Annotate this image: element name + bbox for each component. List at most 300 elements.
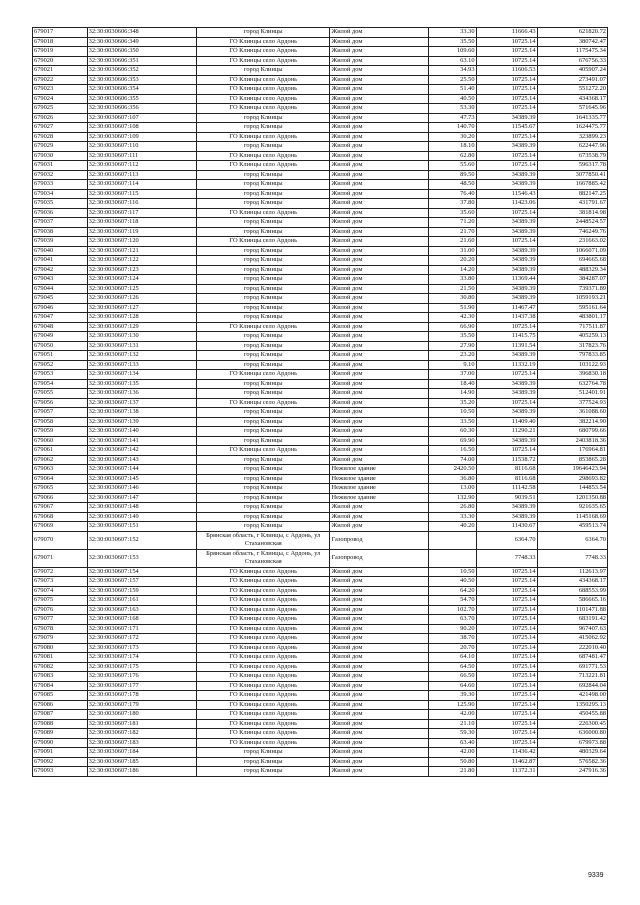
object-type-cell: Жилой дом: [330, 596, 429, 606]
cadastral-value-cell: 381814.98: [537, 208, 607, 218]
row-number-cell: 679048: [33, 322, 88, 332]
area-cell: 34.93: [429, 66, 476, 76]
area-cell: 66.90: [429, 322, 476, 332]
unit-value-cell: 34389.39: [476, 218, 537, 228]
unit-value-cell: 10725.14: [476, 662, 537, 672]
row-number-cell: 679086: [33, 700, 88, 710]
table-row: [33, 351, 608, 361]
object-type-cell: Жилой дом: [330, 332, 429, 342]
area-cell: 21.10: [429, 719, 476, 729]
object-type-cell: Жилой дом: [330, 265, 429, 275]
area-cell: 132.90: [429, 493, 476, 503]
document-sheet: [32, 27, 608, 777]
cadastral-number-cell: 32:30:0030606:353: [87, 75, 196, 85]
cadastral-value-cell: 222010.40: [537, 643, 607, 653]
unit-value-cell: 11142.58: [476, 484, 537, 494]
unit-value-cell: 9039.51: [476, 493, 537, 503]
row-number-cell: 679055: [33, 389, 88, 399]
row-number-cell: 679026: [33, 113, 88, 123]
address-cell: город Клинцы: [196, 313, 330, 323]
unit-value-cell: 34389.39: [476, 180, 537, 190]
address-cell: ГО Клинцы село Ардонь: [196, 634, 330, 644]
cadastral-number-cell: 32:30:0030606:350: [87, 47, 196, 57]
address-cell: ГО Клинцы село Ардонь: [196, 586, 330, 596]
address-cell: ГО Клинцы село Ардонь: [196, 681, 330, 691]
object-type-cell: Жилой дом: [330, 28, 429, 38]
cadastral-number-cell: 32:30:0030607:126: [87, 294, 196, 304]
cadastral-number-cell: 32:30:0030607:108: [87, 123, 196, 133]
area-cell: 18.10: [429, 142, 476, 152]
address-cell: город Клинцы: [196, 767, 330, 777]
unit-value-cell: 10725.14: [476, 653, 537, 663]
address-cell: ГО Клинцы село Ардонь: [196, 643, 330, 653]
object-type-cell: Жилой дом: [330, 360, 429, 370]
cadastral-value-cell: 673538.79: [537, 151, 607, 161]
table-row: [33, 436, 608, 446]
cadastral-number-cell: 32:30:0030607:125: [87, 284, 196, 294]
unit-value-cell: 10725.14: [476, 151, 537, 161]
table-row: [33, 512, 608, 522]
cadastral-value-cell: 144853.54: [537, 484, 607, 494]
object-type-cell: Нежилое здание: [330, 484, 429, 494]
table-row: [33, 634, 608, 644]
unit-value-cell: 34389.39: [476, 436, 537, 446]
address-cell: город Клинцы: [196, 170, 330, 180]
table-row: [33, 47, 608, 57]
object-type-cell: Жилой дом: [330, 398, 429, 408]
row-number-cell: 679021: [33, 66, 88, 76]
area-cell: 109.60: [429, 47, 476, 57]
row-number-cell: 679074: [33, 586, 88, 596]
unit-value-cell: 10725.14: [476, 237, 537, 247]
area-cell: 74.00: [429, 455, 476, 465]
cadastral-number-cell: 32:30:0030607:127: [87, 303, 196, 313]
table-row: [33, 748, 608, 758]
unit-value-cell: 11415.75: [476, 332, 537, 342]
object-type-cell: Жилой дом: [330, 436, 429, 446]
row-number-cell: 679032: [33, 170, 88, 180]
row-number-cell: 679090: [33, 738, 88, 748]
row-number-cell: 679057: [33, 408, 88, 418]
area-cell: 35.60: [429, 208, 476, 218]
row-number-cell: 679018: [33, 37, 88, 47]
table-row: [33, 75, 608, 85]
cadastral-value-cell: 382214.90: [537, 417, 607, 427]
cadastral-value-cell: 680799.66: [537, 427, 607, 437]
address-cell: город Клинцы: [196, 227, 330, 237]
unit-value-cell: 11538.72: [476, 455, 537, 465]
row-number-cell: 679087: [33, 710, 88, 720]
cadastral-number-cell: 32:30:0030607:109: [87, 132, 196, 142]
cadastral-value-cell: 676756.33: [537, 56, 607, 66]
table-row: [33, 408, 608, 418]
table-row: [33, 218, 608, 228]
cadastral-value-cell: 1066071.09: [537, 246, 607, 256]
unit-value-cell: 10725.14: [476, 37, 537, 47]
area-cell: 140.70: [429, 123, 476, 133]
object-type-cell: Жилой дом: [330, 94, 429, 104]
address-cell: ГО Клинцы село Ардонь: [196, 398, 330, 408]
unit-value-cell: 11437.38: [476, 313, 537, 323]
cadastral-value-cell: 1145168.69: [537, 512, 607, 522]
area-cell: 18.40: [429, 379, 476, 389]
cadastral-number-cell: 32:30:0030607:182: [87, 729, 196, 739]
row-number-cell: 679062: [33, 455, 88, 465]
unit-value-cell: 10725.14: [476, 719, 537, 729]
table-row: [33, 577, 608, 587]
row-number-cell: 679088: [33, 719, 88, 729]
area-cell: 48.50: [429, 180, 476, 190]
area-cell: 64.10: [429, 653, 476, 663]
cadastral-value-cell: 298693.82: [537, 474, 607, 484]
row-number-cell: 679058: [33, 417, 88, 427]
address-cell: город Клинцы: [196, 465, 330, 475]
cadastral-value-cell: 1175475.34: [537, 47, 607, 57]
row-number-cell: 679028: [33, 132, 88, 142]
object-type-cell: Жилой дом: [330, 567, 429, 577]
cadastral-number-cell: 32:30:0030607:107: [87, 113, 196, 123]
object-type-cell: Жилой дом: [330, 189, 429, 199]
cadastral-number-cell: 32:30:0030606:349: [87, 37, 196, 47]
cadastral-number-cell: 32:30:0030607:136: [87, 389, 196, 399]
cadastral-value-cell: 1350295.13: [537, 700, 607, 710]
cadastral-value-cell: 739371.89: [537, 284, 607, 294]
cadastral-number-cell: 32:30:0030607:176: [87, 672, 196, 682]
cadastral-value-cell: 384287.07: [537, 275, 607, 285]
cadastral-value-cell: 713221.81: [537, 672, 607, 682]
object-type-cell: Жилой дом: [330, 757, 429, 767]
cadastral-number-cell: 32:30:0030607:174: [87, 653, 196, 663]
cadastral-number-cell: 32:30:0030607:119: [87, 227, 196, 237]
cadastral-value-cell: 621820.72: [537, 28, 607, 38]
cadastral-value-cell: 687481.47: [537, 653, 607, 663]
object-type-cell: Жилой дом: [330, 85, 429, 95]
unit-value-cell: 11462.87: [476, 757, 537, 767]
row-number-cell: 679041: [33, 256, 88, 266]
area-cell: 26.80: [429, 503, 476, 513]
row-number-cell: 679083: [33, 672, 88, 682]
unit-value-cell: 11666.43: [476, 28, 537, 38]
table-row: [33, 322, 608, 332]
row-number-cell: 679071: [33, 549, 88, 567]
unit-value-cell: 34389.39: [476, 503, 537, 513]
cadastral-value-cell: 6364.70: [537, 531, 607, 549]
table-row: [33, 662, 608, 672]
cadastral-number-cell: 32:30:0030607:148: [87, 503, 196, 513]
object-type-cell: Жилой дом: [330, 142, 429, 152]
object-type-cell: Жилой дом: [330, 322, 429, 332]
table-body: [33, 28, 608, 777]
cadastral-value-cell: 551272.20: [537, 85, 607, 95]
cadastral-number-cell: 32:30:0030607:186: [87, 767, 196, 777]
area-cell: 2420.50: [429, 465, 476, 475]
unit-value-cell: 10725.14: [476, 586, 537, 596]
unit-value-cell: 10725.14: [476, 161, 537, 171]
cadastral-number-cell: 32:30:0030607:175: [87, 662, 196, 672]
table-row: [33, 294, 608, 304]
cadastral-value-cell: 571645.96: [537, 104, 607, 114]
address-cell: город Клинцы: [196, 417, 330, 427]
area-cell: 35.50: [429, 332, 476, 342]
cadastral-number-cell: 32:30:0030607:163: [87, 605, 196, 615]
area-cell: 30.80: [429, 294, 476, 304]
table-row: [33, 246, 608, 256]
address-cell: ГО Клинцы село Ардонь: [196, 662, 330, 672]
object-type-cell: Жилой дом: [330, 767, 429, 777]
address-cell: ГО Клинцы село Ардонь: [196, 132, 330, 142]
row-number-cell: 679030: [33, 151, 88, 161]
row-number-cell: 679079: [33, 634, 88, 644]
unit-value-cell: 34389.39: [476, 379, 537, 389]
object-type-cell: Жилой дом: [330, 351, 429, 361]
object-type-cell: Жилой дом: [330, 662, 429, 672]
cadastral-number-cell: 32:30:0030607:181: [87, 719, 196, 729]
cadastral-number-cell: 32:30:0030607:173: [87, 643, 196, 653]
object-type-cell: Жилой дом: [330, 199, 429, 209]
table-row: [33, 28, 608, 38]
page-number: 9339: [588, 872, 604, 879]
area-cell: 30.20: [429, 132, 476, 142]
address-cell: город Клинцы: [196, 66, 330, 76]
area-cell: [429, 531, 476, 549]
cadastral-number-cell: 32:30:0030607:138: [87, 408, 196, 418]
cadastral-number-cell: 32:30:0030607:184: [87, 748, 196, 758]
cadastral-number-cell: 32:30:0030607:135: [87, 379, 196, 389]
row-number-cell: 679031: [33, 161, 88, 171]
table-row: [33, 227, 608, 237]
object-type-cell: Жилой дом: [330, 275, 429, 285]
cadastral-number-cell: 32:30:0030607:144: [87, 465, 196, 475]
cadastral-value-cell: 636000.80: [537, 729, 607, 739]
address-cell: ГО Клинцы село Ардонь: [196, 208, 330, 218]
area-cell: 59.30: [429, 729, 476, 739]
area-cell: 25.50: [429, 75, 476, 85]
area-cell: 10.50: [429, 408, 476, 418]
unit-value-cell: 10725.14: [476, 75, 537, 85]
table-row: [33, 303, 608, 313]
cadastral-number-cell: 32:30:0030607:172: [87, 634, 196, 644]
object-type-cell: Жилой дом: [330, 389, 429, 399]
address-cell: город Клинцы: [196, 189, 330, 199]
table-row: [33, 180, 608, 190]
object-type-cell: Нежилое здание: [330, 474, 429, 484]
area-cell: 39.30: [429, 691, 476, 701]
cadastral-value-cell: 2448524.57: [537, 218, 607, 228]
object-type-cell: Жилой дом: [330, 738, 429, 748]
table-row: [33, 284, 608, 294]
object-type-cell: Жилой дом: [330, 132, 429, 142]
unit-value-cell: 7748.33: [476, 549, 537, 567]
table-row: [33, 132, 608, 142]
area-cell: 40.50: [429, 94, 476, 104]
cadastral-value-cell: 2403818.36: [537, 436, 607, 446]
cadastral-value-cell: 377524.93: [537, 398, 607, 408]
table-row: [33, 85, 608, 95]
table-row: [33, 465, 608, 475]
unit-value-cell: 34389.39: [476, 265, 537, 275]
row-number-cell: 679039: [33, 237, 88, 247]
cadastral-number-cell: 32:30:0030606:354: [87, 85, 196, 95]
cadastral-number-cell: 32:30:0030607:151: [87, 522, 196, 532]
address-cell: город Клинцы: [196, 113, 330, 123]
object-type-cell: Жилой дом: [330, 408, 429, 418]
table-row: [33, 624, 608, 634]
unit-value-cell: 10725.14: [476, 634, 537, 644]
address-cell: ГО Клинцы село Ардонь: [196, 446, 330, 456]
row-number-cell: 679047: [33, 313, 88, 323]
table-row: [33, 757, 608, 767]
cadastral-number-cell: 32:30:0030607:116: [87, 199, 196, 209]
area-cell: 38.70: [429, 634, 476, 644]
unit-value-cell: 10725.14: [476, 322, 537, 332]
area-cell: 47.73: [429, 113, 476, 123]
table-row: [33, 208, 608, 218]
unit-value-cell: 10725.14: [476, 56, 537, 66]
cadastral-number-cell: 32:30:0030607:185: [87, 757, 196, 767]
address-cell: город Клинцы: [196, 436, 330, 446]
table-row: [33, 503, 608, 513]
table-row: [33, 474, 608, 484]
cadastral-value-cell: 431791.67: [537, 199, 607, 209]
unit-value-cell: 34389.39: [476, 113, 537, 123]
address-cell: город Клинцы: [196, 332, 330, 342]
cadastral-number-cell: 32:30:0030607:149: [87, 512, 196, 522]
unit-value-cell: 34389.39: [476, 389, 537, 399]
unit-value-cell: 10725.14: [476, 94, 537, 104]
table-row: [33, 586, 608, 596]
address-cell: город Клинцы: [196, 246, 330, 256]
unit-value-cell: 10725.14: [476, 596, 537, 606]
unit-value-cell: 34389.39: [476, 351, 537, 361]
table-row: [33, 729, 608, 739]
cadastral-value-cell: 480329.64: [537, 748, 607, 758]
cadastral-value-cell: 415062.92: [537, 634, 607, 644]
row-number-cell: 679081: [33, 653, 88, 663]
cadastral-number-cell: 32:30:0030607:171: [87, 624, 196, 634]
cadastral-value-cell: 1201350.88: [537, 493, 607, 503]
area-cell: 33.80: [429, 275, 476, 285]
cadastral-number-cell: 32:30:0030607:168: [87, 615, 196, 625]
unit-value-cell: 10725.14: [476, 681, 537, 691]
unit-value-cell: 11545.67: [476, 123, 537, 133]
cadastral-number-cell: 32:30:0030607:152: [87, 531, 196, 549]
unit-value-cell: 34389.39: [476, 246, 537, 256]
unit-value-cell: 11430.67: [476, 522, 537, 532]
unit-value-cell: 34389.39: [476, 294, 537, 304]
cadastral-number-cell: 32:30:0030607:121: [87, 246, 196, 256]
cadastral-number-cell: 32:30:0030607:113: [87, 170, 196, 180]
object-type-cell: Жилой дом: [330, 47, 429, 57]
unit-value-cell: 34389.39: [476, 408, 537, 418]
address-cell: город Клинцы: [196, 256, 330, 266]
cadastral-number-cell: 32:30:0030607:120: [87, 237, 196, 247]
cadastral-number-cell: 32:30:0030606:351: [87, 56, 196, 66]
address-cell: ГО Клинцы село Ардонь: [196, 151, 330, 161]
address-cell: город Клинцы: [196, 180, 330, 190]
cadastral-value-cell: 483801.17: [537, 313, 607, 323]
unit-value-cell: 10725.14: [476, 370, 537, 380]
area-cell: 27.90: [429, 341, 476, 351]
row-number-cell: 679025: [33, 104, 88, 114]
cadastral-value-cell: 19646423.94: [537, 465, 607, 475]
cadastral-value-cell: 679973.88: [537, 738, 607, 748]
unit-value-cell: 34389.39: [476, 142, 537, 152]
row-number-cell: 679089: [33, 729, 88, 739]
unit-value-cell: 10725.14: [476, 104, 537, 114]
cadastral-value-cell: 103122.93: [537, 360, 607, 370]
address-cell: ГО Клинцы село Ардонь: [196, 653, 330, 663]
object-type-cell: Жилой дом: [330, 605, 429, 615]
unit-value-cell: 11290.21: [476, 427, 537, 437]
unit-value-cell: 8116.68: [476, 474, 537, 484]
object-type-cell: Жилой дом: [330, 284, 429, 294]
object-type-cell: Жилой дом: [330, 512, 429, 522]
area-cell: 62.80: [429, 151, 476, 161]
unit-value-cell: 6364.70: [476, 531, 537, 549]
table-row: [33, 522, 608, 532]
address-cell: Брянская область, г Клинцы, с Ардонь, ул Стахановская: [196, 531, 330, 549]
area-cell: 21.80: [429, 767, 476, 777]
unit-value-cell: 11391.54: [476, 341, 537, 351]
row-number-cell: 679022: [33, 75, 88, 85]
address-cell: город Клинцы: [196, 351, 330, 361]
cadastral-number-cell: 32:30:0030607:129: [87, 322, 196, 332]
row-number-cell: 679043: [33, 275, 88, 285]
cadastral-number-cell: 32:30:0030607:140: [87, 427, 196, 437]
address-cell: город Клинцы: [196, 408, 330, 418]
unit-value-cell: 11409.40: [476, 417, 537, 427]
address-cell: город Клинцы: [196, 28, 330, 38]
cadastral-value-cell: 396830.18: [537, 370, 607, 380]
cadastral-value-cell: 692844.04: [537, 681, 607, 691]
row-number-cell: 679052: [33, 360, 88, 370]
cadastral-value-cell: 576582.36: [537, 757, 607, 767]
unit-value-cell: 11369.44: [476, 275, 537, 285]
object-type-cell: Жилой дом: [330, 719, 429, 729]
table-row: [33, 710, 608, 720]
address-cell: город Клинцы: [196, 484, 330, 494]
cadastral-number-cell: 32:30:0030607:114: [87, 180, 196, 190]
cadastral-value-cell: 434368.17: [537, 577, 607, 587]
object-type-cell: Жилой дом: [330, 313, 429, 323]
address-cell: город Клинцы: [196, 218, 330, 228]
row-number-cell: 679037: [33, 218, 88, 228]
area-cell: 14.90: [429, 389, 476, 399]
cadastral-value-cell: 967407.63: [537, 624, 607, 634]
cadastral-value-cell: 488329.34: [537, 265, 607, 275]
address-cell: город Клинцы: [196, 389, 330, 399]
cadastral-number-cell: 32:30:0030607:143: [87, 455, 196, 465]
row-number-cell: 679092: [33, 757, 88, 767]
address-cell: ГО Клинцы село Ардонь: [196, 624, 330, 634]
cadastral-number-cell: 32:30:0030607:178: [87, 691, 196, 701]
area-cell: 31.00: [429, 246, 476, 256]
table-row: [33, 389, 608, 399]
area-cell: 33.30: [429, 512, 476, 522]
object-type-cell: Жилой дом: [330, 113, 429, 123]
address-cell: город Клинцы: [196, 275, 330, 285]
object-type-cell: Жилой дом: [330, 256, 429, 266]
table-row: [33, 455, 608, 465]
row-number-cell: 679077: [33, 615, 88, 625]
table-row: [33, 37, 608, 47]
object-type-cell: Жилой дом: [330, 66, 429, 76]
cadastral-number-cell: 32:30:0030607:179: [87, 700, 196, 710]
address-cell: город Клинцы: [196, 503, 330, 513]
object-type-cell: Жилой дом: [330, 577, 429, 587]
row-number-cell: 679044: [33, 284, 88, 294]
cadastral-number-cell: 32:30:0030607:157: [87, 577, 196, 587]
